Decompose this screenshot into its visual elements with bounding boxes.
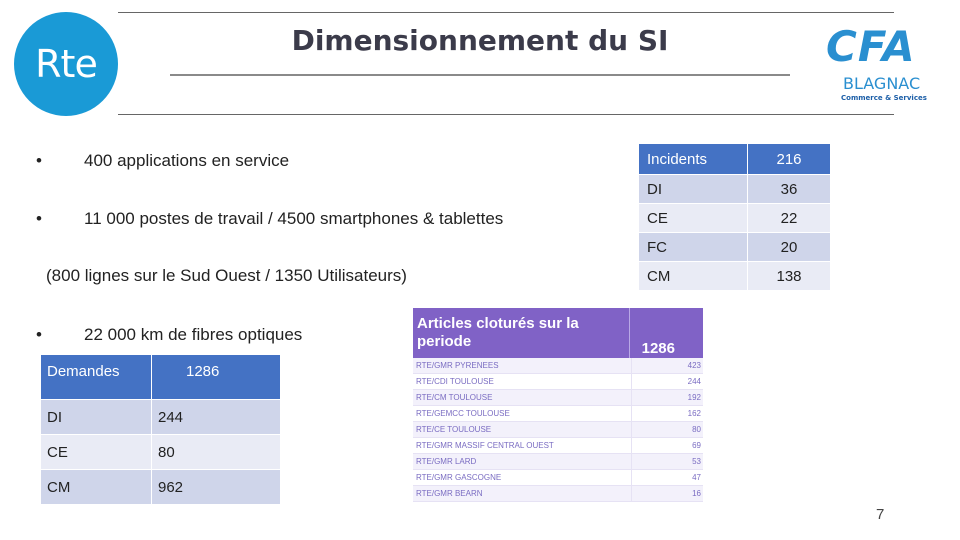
article-value: 244 <box>631 374 703 390</box>
bullet-applications <box>36 151 289 171</box>
bullet-dot: • <box>36 209 42 228</box>
table-row <box>413 438 703 454</box>
table-row <box>639 175 831 204</box>
page-number: 7 <box>876 506 885 523</box>
bullet-text: 22 000 km de fibres optiques <box>84 325 303 344</box>
table-cell-label: CE <box>41 435 152 470</box>
table-row <box>41 470 281 505</box>
table-row <box>413 454 703 470</box>
article-value: 80 <box>631 422 703 438</box>
table-row <box>639 262 831 291</box>
article-name: RTE/CM TOULOUSE <box>413 390 631 406</box>
article-name: RTE/GMR LARD <box>413 454 631 470</box>
articles-rows <box>413 358 703 502</box>
table-row <box>413 486 703 502</box>
table-cell-value: 138 <box>748 262 831 291</box>
table-cell-label: CE <box>639 204 748 233</box>
articles-total: 1286 <box>629 308 703 358</box>
incidents-table <box>638 143 831 291</box>
table-cell-label: FC <box>639 233 748 262</box>
table-row <box>413 390 703 406</box>
table-row <box>413 422 703 438</box>
table-header-row <box>639 144 831 175</box>
title-underline <box>170 74 790 76</box>
article-value: 423 <box>631 358 703 374</box>
title-frame-bottom-line <box>118 114 894 115</box>
table-cell-label: Incidents <box>639 144 748 175</box>
table-header-row <box>41 355 281 400</box>
table-row <box>639 204 831 233</box>
bullet-fibres <box>36 325 302 345</box>
table-cell-value: 22 <box>748 204 831 233</box>
title-frame-top-line <box>118 12 894 13</box>
demandes-table <box>40 354 281 505</box>
article-value: 162 <box>631 406 703 422</box>
table-cell-value: 80 <box>152 435 281 470</box>
article-value: 53 <box>631 454 703 470</box>
rte-logo-text: Rte <box>35 42 97 86</box>
article-name: RTE/GEMCC TOULOUSE <box>413 406 631 422</box>
table-cell-label: CM <box>639 262 748 291</box>
article-name: RTE/GMR PYRENEES <box>413 358 631 374</box>
note-lignes: (800 lignes sur le Sud Ouest / 1350 Utilisateurs) <box>46 266 407 285</box>
table-cell-value: 1286 <box>152 355 281 400</box>
bullet-text: 11 000 postes de travail / 4500 smartphones & tablettes <box>84 209 504 228</box>
article-name: RTE/GMR MASSIF CENTRAL OUEST <box>413 438 631 454</box>
rte-logo <box>14 12 118 116</box>
article-value: 47 <box>631 470 703 486</box>
table-row <box>413 406 703 422</box>
bullet-dot: • <box>36 151 42 170</box>
article-name: RTE/CE TOULOUSE <box>413 422 631 438</box>
table-cell-value: 20 <box>748 233 831 262</box>
articles-header <box>413 308 703 358</box>
article-name: RTE/GMR GASCOGNE <box>413 470 631 486</box>
bullet-postes <box>36 209 503 229</box>
table-row <box>41 435 281 470</box>
table-row <box>413 358 703 374</box>
table-cell-value: 216 <box>748 144 831 175</box>
articles-table <box>413 308 703 502</box>
page-title: Dimensionnement du SI <box>291 24 669 57</box>
table-row <box>413 470 703 486</box>
table-row <box>41 400 281 435</box>
table-cell-label: DI <box>639 175 748 204</box>
cfa-logo-tagline: Commerce & Services <box>841 94 927 102</box>
article-name: RTE/CDI TOULOUSE <box>413 374 631 390</box>
table-cell-label: CM <box>41 470 152 505</box>
bullet-dot: • <box>36 325 42 344</box>
article-value: 16 <box>631 486 703 502</box>
bullet-text: 400 applications en service <box>84 151 290 170</box>
article-value: 192 <box>631 390 703 406</box>
articles-title: Articles cloturés sur la periode <box>417 315 579 350</box>
table-cell-value: 962 <box>152 470 281 505</box>
table-cell-value: 36 <box>748 175 831 204</box>
table-cell-value: 244 <box>152 400 281 435</box>
article-value: 69 <box>631 438 703 454</box>
table-cell-label: Demandes <box>41 355 152 400</box>
cfa-logo-sub: BLAGNAC <box>843 74 921 93</box>
table-row <box>413 374 703 390</box>
article-name: RTE/GMR BEARN <box>413 486 631 502</box>
cfa-logo-word: CFA <box>826 22 916 71</box>
table-row <box>639 233 831 262</box>
table-cell-label: DI <box>41 400 152 435</box>
